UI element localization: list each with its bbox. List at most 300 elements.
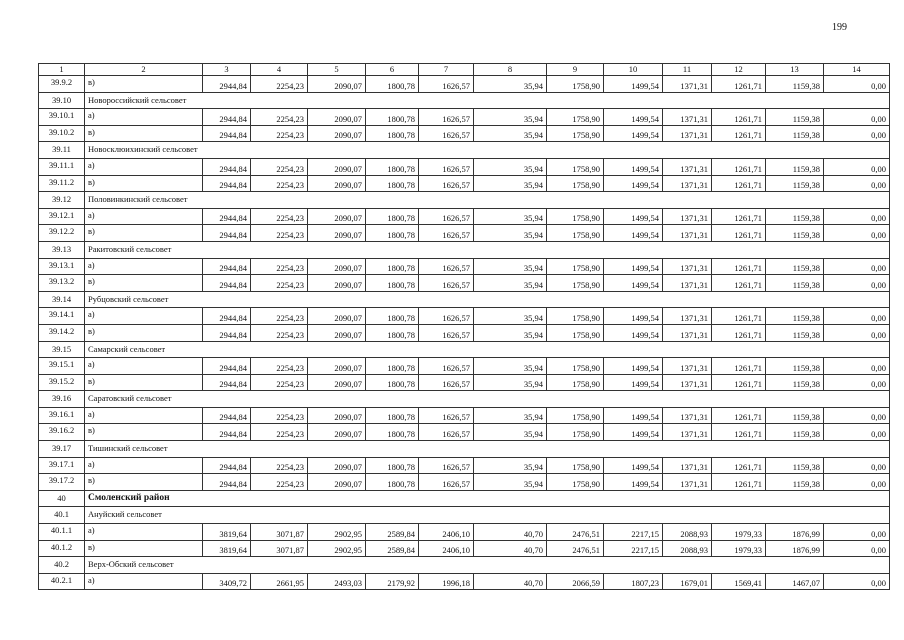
value-cell: 35,94 — [474, 407, 547, 424]
table-row — [39, 225, 890, 242]
value-cell: 1626,57 — [419, 258, 474, 275]
value-cell: 1758,90 — [547, 474, 604, 491]
value-cell: 1800,78 — [366, 324, 419, 341]
value-cell: 1159,38 — [766, 457, 824, 474]
value-cell: 0,00 — [824, 573, 890, 590]
value-cell: 1626,57 — [419, 424, 474, 441]
value-cell: 2944,84 — [203, 175, 251, 192]
value-cell: 35,94 — [474, 374, 547, 391]
value-cell: 1159,38 — [766, 125, 824, 142]
value-cell: 35,94 — [474, 225, 547, 242]
value-cell: 1261,71 — [712, 308, 766, 325]
value-cell: 2090,07 — [308, 208, 366, 225]
value-cell: 1800,78 — [366, 424, 419, 441]
row-label: в) — [85, 324, 203, 341]
table-row — [39, 109, 890, 126]
column-header: 7 — [419, 64, 474, 76]
value-cell: 2090,07 — [308, 76, 366, 93]
table-row — [39, 76, 890, 93]
value-cell: 1261,71 — [712, 424, 766, 441]
value-cell: 1371,31 — [663, 324, 712, 341]
value-cell: 2090,07 — [308, 374, 366, 391]
value-cell: 1159,38 — [766, 258, 824, 275]
table-row — [39, 324, 890, 341]
value-cell: 2254,23 — [251, 474, 308, 491]
value-cell: 1499,54 — [604, 457, 663, 474]
value-cell: 2476,51 — [547, 524, 604, 541]
value-cell: 1159,38 — [766, 225, 824, 242]
value-cell: 1800,78 — [366, 457, 419, 474]
column-header: 11 — [663, 64, 712, 76]
value-cell: 2090,07 — [308, 109, 366, 126]
value-cell: 1979,33 — [712, 524, 766, 541]
value-cell: 2254,23 — [251, 407, 308, 424]
row-code: 39.10 — [39, 92, 85, 109]
row-label: в) — [85, 474, 203, 491]
value-cell: 1159,38 — [766, 109, 824, 126]
value-cell: 1800,78 — [366, 158, 419, 175]
value-cell: 1261,71 — [712, 208, 766, 225]
table-row — [39, 208, 890, 225]
column-header: 3 — [203, 64, 251, 76]
value-cell: 2944,84 — [203, 324, 251, 341]
value-cell: 2254,23 — [251, 258, 308, 275]
value-cell: 2944,84 — [203, 358, 251, 375]
value-cell: 2254,23 — [251, 109, 308, 126]
value-cell: 2589,84 — [366, 540, 419, 557]
row-label: в) — [85, 374, 203, 391]
value-cell: 1159,38 — [766, 76, 824, 93]
value-cell: 1261,71 — [712, 474, 766, 491]
value-cell: 1800,78 — [366, 275, 419, 292]
value-cell: 1371,31 — [663, 308, 712, 325]
row-code: 39.17.2 — [39, 474, 85, 491]
value-cell: 2254,23 — [251, 308, 308, 325]
value-cell: 1626,57 — [419, 158, 474, 175]
value-cell: 1261,71 — [712, 457, 766, 474]
row-code: 39.15 — [39, 341, 85, 358]
value-cell: 2254,23 — [251, 424, 308, 441]
value-cell: 2902,95 — [308, 540, 366, 557]
value-cell: 1499,54 — [604, 208, 663, 225]
value-cell: 1261,71 — [712, 76, 766, 93]
value-cell: 1371,31 — [663, 76, 712, 93]
value-cell: 0,00 — [824, 225, 890, 242]
value-cell: 1159,38 — [766, 308, 824, 325]
value-cell: 0,00 — [824, 208, 890, 225]
section-row — [39, 92, 890, 109]
value-cell: 2406,10 — [419, 540, 474, 557]
value-cell: 1159,38 — [766, 374, 824, 391]
value-cell: 1800,78 — [366, 125, 419, 142]
value-cell: 1261,71 — [712, 225, 766, 242]
row-label: в) — [85, 275, 203, 292]
value-cell: 3819,64 — [203, 524, 251, 541]
value-cell: 1758,90 — [547, 208, 604, 225]
value-cell: 1261,71 — [712, 125, 766, 142]
value-cell: 1499,54 — [604, 275, 663, 292]
column-header: 5 — [308, 64, 366, 76]
value-cell: 1159,38 — [766, 358, 824, 375]
value-cell: 2589,84 — [366, 524, 419, 541]
table-row — [39, 424, 890, 441]
value-cell: 1626,57 — [419, 358, 474, 375]
column-header: 13 — [766, 64, 824, 76]
row-code: 39.17 — [39, 441, 85, 458]
value-cell: 1159,38 — [766, 208, 824, 225]
value-cell: 1499,54 — [604, 175, 663, 192]
row-label: а) — [85, 258, 203, 275]
settlement-name: Ануйский сельсовет — [85, 507, 890, 524]
table-row — [39, 524, 890, 541]
row-label: а) — [85, 158, 203, 175]
value-cell: 2944,84 — [203, 208, 251, 225]
row-label: а) — [85, 573, 203, 590]
settlement-name: Саратовский сельсовет — [85, 391, 890, 408]
row-code: 40.1.2 — [39, 540, 85, 557]
value-cell: 1261,71 — [712, 407, 766, 424]
table-row — [39, 358, 890, 375]
value-cell: 2254,23 — [251, 158, 308, 175]
value-cell: 1371,31 — [663, 407, 712, 424]
section-row — [39, 441, 890, 458]
value-cell: 1261,71 — [712, 358, 766, 375]
value-cell: 0,00 — [824, 457, 890, 474]
value-cell: 1626,57 — [419, 308, 474, 325]
value-cell: 1626,57 — [419, 457, 474, 474]
value-cell: 1626,57 — [419, 324, 474, 341]
value-cell: 2090,07 — [308, 358, 366, 375]
value-cell: 2944,84 — [203, 474, 251, 491]
value-cell: 1800,78 — [366, 407, 419, 424]
value-cell: 2944,84 — [203, 457, 251, 474]
section-row — [39, 507, 890, 524]
value-cell: 35,94 — [474, 109, 547, 126]
row-label: а) — [85, 109, 203, 126]
value-cell: 1800,78 — [366, 358, 419, 375]
row-code: 40.1.1 — [39, 524, 85, 541]
row-code: 39.13.2 — [39, 275, 85, 292]
value-cell: 1261,71 — [712, 258, 766, 275]
column-header: 14 — [824, 64, 890, 76]
value-cell: 2090,07 — [308, 457, 366, 474]
value-cell: 1371,31 — [663, 275, 712, 292]
column-header: 4 — [251, 64, 308, 76]
row-label: в) — [85, 225, 203, 242]
value-cell: 1758,90 — [547, 424, 604, 441]
value-cell: 1499,54 — [604, 424, 663, 441]
value-cell: 2944,84 — [203, 407, 251, 424]
value-cell: 1626,57 — [419, 474, 474, 491]
value-cell: 1159,38 — [766, 324, 824, 341]
value-cell: 1800,78 — [366, 76, 419, 93]
value-cell: 1499,54 — [604, 125, 663, 142]
settlement-name: Новосклюихинский сельсовет — [85, 142, 890, 159]
row-code: 39.11.1 — [39, 158, 85, 175]
value-cell: 2088,93 — [663, 540, 712, 557]
value-cell: 1499,54 — [604, 258, 663, 275]
value-cell: 35,94 — [474, 158, 547, 175]
row-code: 39.10.2 — [39, 125, 85, 142]
section-row — [39, 391, 890, 408]
settlement-name: Тишинский сельсовет — [85, 441, 890, 458]
value-cell: 1996,18 — [419, 573, 474, 590]
value-cell: 0,00 — [824, 158, 890, 175]
value-cell: 1876,99 — [766, 540, 824, 557]
value-cell: 2217,15 — [604, 540, 663, 557]
value-cell: 1499,54 — [604, 358, 663, 375]
value-cell: 2090,07 — [308, 407, 366, 424]
value-cell: 0,00 — [824, 524, 890, 541]
row-label: в) — [85, 424, 203, 441]
row-code: 39.16.1 — [39, 407, 85, 424]
row-code: 39.12.2 — [39, 225, 85, 242]
value-cell: 2944,84 — [203, 374, 251, 391]
row-code: 39.13.1 — [39, 258, 85, 275]
value-cell: 0,00 — [824, 374, 890, 391]
column-header: 1 — [39, 64, 85, 76]
column-header: 8 — [474, 64, 547, 76]
value-cell: 2090,07 — [308, 474, 366, 491]
value-cell: 35,94 — [474, 275, 547, 292]
value-cell: 2406,10 — [419, 524, 474, 541]
value-cell: 1626,57 — [419, 109, 474, 126]
value-cell: 2088,93 — [663, 524, 712, 541]
row-label: в) — [85, 76, 203, 93]
settlement-name: Верх-Обский сельсовет — [85, 557, 890, 574]
value-cell: 2217,15 — [604, 524, 663, 541]
district-name: Смоленский район — [85, 490, 890, 507]
value-cell: 0,00 — [824, 125, 890, 142]
value-cell: 1800,78 — [366, 374, 419, 391]
value-cell: 1371,31 — [663, 158, 712, 175]
section-row — [39, 192, 890, 209]
table-row — [39, 573, 890, 590]
value-cell: 1261,71 — [712, 109, 766, 126]
value-cell: 40,70 — [474, 540, 547, 557]
value-cell: 1371,31 — [663, 125, 712, 142]
section-row — [39, 341, 890, 358]
value-cell: 2476,51 — [547, 540, 604, 557]
value-cell: 1499,54 — [604, 308, 663, 325]
value-cell: 1371,31 — [663, 374, 712, 391]
settlement-name: Самарский сельсовет — [85, 341, 890, 358]
value-cell: 1499,54 — [604, 374, 663, 391]
row-code: 39.17.1 — [39, 457, 85, 474]
section-row — [39, 241, 890, 258]
section-row — [39, 557, 890, 574]
value-cell: 0,00 — [824, 109, 890, 126]
value-cell: 1758,90 — [547, 225, 604, 242]
value-cell: 2944,84 — [203, 225, 251, 242]
table-body — [39, 64, 890, 590]
value-cell: 1371,31 — [663, 358, 712, 375]
table-row — [39, 125, 890, 142]
value-cell: 2254,23 — [251, 125, 308, 142]
value-cell: 1499,54 — [604, 225, 663, 242]
value-cell: 1499,54 — [604, 407, 663, 424]
row-code: 40 — [39, 490, 85, 507]
value-cell: 1758,90 — [547, 358, 604, 375]
value-cell: 1758,90 — [547, 258, 604, 275]
value-cell: 1758,90 — [547, 76, 604, 93]
row-code: 39.10.1 — [39, 109, 85, 126]
value-cell: 1876,99 — [766, 524, 824, 541]
value-cell: 1626,57 — [419, 225, 474, 242]
value-cell: 1758,90 — [547, 158, 604, 175]
value-cell: 1371,31 — [663, 109, 712, 126]
value-cell: 40,70 — [474, 573, 547, 590]
value-cell: 0,00 — [824, 275, 890, 292]
value-cell: 0,00 — [824, 424, 890, 441]
value-cell: 35,94 — [474, 208, 547, 225]
settlement-name: Ракитовский сельсовет — [85, 241, 890, 258]
value-cell: 2944,84 — [203, 424, 251, 441]
value-cell: 0,00 — [824, 358, 890, 375]
table-header-row — [39, 64, 890, 76]
value-cell: 2254,23 — [251, 324, 308, 341]
row-label: а) — [85, 208, 203, 225]
value-cell: 1800,78 — [366, 474, 419, 491]
table-row — [39, 308, 890, 325]
value-cell: 2254,23 — [251, 358, 308, 375]
value-cell: 2090,07 — [308, 158, 366, 175]
value-cell: 2090,07 — [308, 258, 366, 275]
value-cell: 40,70 — [474, 524, 547, 541]
row-code: 39.11 — [39, 142, 85, 159]
value-cell: 1499,54 — [604, 324, 663, 341]
value-cell: 1371,31 — [663, 424, 712, 441]
row-code: 39.14.1 — [39, 308, 85, 325]
value-cell: 2254,23 — [251, 175, 308, 192]
row-label: а) — [85, 358, 203, 375]
value-cell: 2090,07 — [308, 225, 366, 242]
value-cell: 1626,57 — [419, 374, 474, 391]
row-code: 39.15.2 — [39, 374, 85, 391]
district-row — [39, 490, 890, 507]
value-cell: 1800,78 — [366, 208, 419, 225]
value-cell: 0,00 — [824, 474, 890, 491]
value-cell: 2902,95 — [308, 524, 366, 541]
table-row — [39, 474, 890, 491]
value-cell: 2179,92 — [366, 573, 419, 590]
value-cell: 1626,57 — [419, 208, 474, 225]
value-cell: 1800,78 — [366, 258, 419, 275]
value-cell: 35,94 — [474, 358, 547, 375]
table-row — [39, 175, 890, 192]
value-cell: 0,00 — [824, 76, 890, 93]
table-row — [39, 374, 890, 391]
row-label: а) — [85, 524, 203, 541]
value-cell: 1371,31 — [663, 258, 712, 275]
value-cell: 1371,31 — [663, 457, 712, 474]
value-cell: 1679,01 — [663, 573, 712, 590]
value-cell: 1758,90 — [547, 275, 604, 292]
value-cell: 1807,23 — [604, 573, 663, 590]
value-cell: 1499,54 — [604, 158, 663, 175]
column-header: 6 — [366, 64, 419, 76]
value-cell: 2944,84 — [203, 125, 251, 142]
value-cell: 35,94 — [474, 324, 547, 341]
settlement-name: Рубцовский сельсовет — [85, 291, 890, 308]
value-cell: 2090,07 — [308, 324, 366, 341]
row-label: а) — [85, 407, 203, 424]
value-cell: 1758,90 — [547, 175, 604, 192]
row-code: 39.9.2 — [39, 76, 85, 93]
row-code: 40.2 — [39, 557, 85, 574]
column-header: 12 — [712, 64, 766, 76]
value-cell: 2090,07 — [308, 308, 366, 325]
value-cell: 1758,90 — [547, 125, 604, 142]
value-cell: 2090,07 — [308, 125, 366, 142]
row-label: в) — [85, 175, 203, 192]
value-cell: 35,94 — [474, 76, 547, 93]
value-cell: 2090,07 — [308, 175, 366, 192]
value-cell: 1569,41 — [712, 573, 766, 590]
value-cell: 1371,31 — [663, 175, 712, 192]
row-label: в) — [85, 125, 203, 142]
row-code: 40.1 — [39, 507, 85, 524]
row-code: 39.14 — [39, 291, 85, 308]
row-code: 39.12 — [39, 192, 85, 209]
settlement-name: Половинкинский сельсовет — [85, 192, 890, 209]
value-cell: 2066,59 — [547, 573, 604, 590]
row-code: 39.15.1 — [39, 358, 85, 375]
value-cell: 3819,64 — [203, 540, 251, 557]
tariff-table — [38, 63, 890, 590]
value-cell: 1626,57 — [419, 175, 474, 192]
value-cell: 1626,57 — [419, 125, 474, 142]
table-row — [39, 457, 890, 474]
value-cell: 35,94 — [474, 424, 547, 441]
column-header: 10 — [604, 64, 663, 76]
value-cell: 3409,72 — [203, 573, 251, 590]
value-cell: 1371,31 — [663, 474, 712, 491]
value-cell: 1499,54 — [604, 474, 663, 491]
value-cell: 35,94 — [474, 457, 547, 474]
value-cell: 1499,54 — [604, 76, 663, 93]
page-number: 199 — [832, 22, 847, 33]
value-cell: 1800,78 — [366, 308, 419, 325]
value-cell: 1758,90 — [547, 109, 604, 126]
value-cell: 1758,90 — [547, 374, 604, 391]
value-cell: 2254,23 — [251, 275, 308, 292]
column-header: 9 — [547, 64, 604, 76]
value-cell: 3071,87 — [251, 540, 308, 557]
value-cell: 1626,57 — [419, 407, 474, 424]
value-cell: 2944,84 — [203, 76, 251, 93]
value-cell: 2254,23 — [251, 457, 308, 474]
value-cell: 2944,84 — [203, 275, 251, 292]
value-cell: 1261,71 — [712, 275, 766, 292]
row-code: 39.16 — [39, 391, 85, 408]
value-cell: 1758,90 — [547, 308, 604, 325]
value-cell: 1626,57 — [419, 275, 474, 292]
row-code: 39.13 — [39, 241, 85, 258]
value-cell: 2254,23 — [251, 374, 308, 391]
value-cell: 1979,33 — [712, 540, 766, 557]
value-cell: 1626,57 — [419, 76, 474, 93]
value-cell: 1467,07 — [766, 573, 824, 590]
row-code: 39.11.2 — [39, 175, 85, 192]
value-cell: 1261,71 — [712, 175, 766, 192]
value-cell: 1758,90 — [547, 407, 604, 424]
value-cell: 1371,31 — [663, 225, 712, 242]
value-cell: 2944,84 — [203, 109, 251, 126]
value-cell: 2254,23 — [251, 76, 308, 93]
value-cell: 1261,71 — [712, 324, 766, 341]
value-cell: 35,94 — [474, 258, 547, 275]
